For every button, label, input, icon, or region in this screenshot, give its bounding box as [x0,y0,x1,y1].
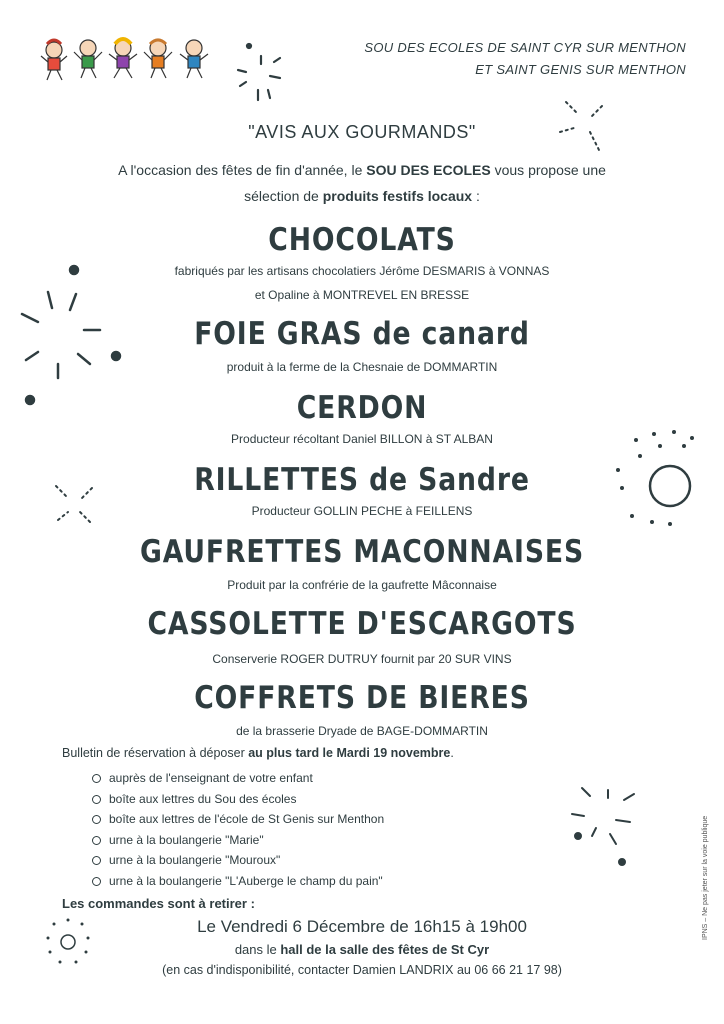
intro-line-1 [0,162,724,178]
contact-info: (en cas d'indisponibilité, contacter Damien LANDRIX au 06 66 21 17 98) [162,963,562,977]
product-description: et Opaline à MONTREVEL EN BRESSE [254,288,470,302]
bullet-icon [92,774,101,783]
product-description: Conserverie ROGER DUTRUY fournit par 20 SUR VINS [212,652,512,666]
pickup-location-hall: hall de la salle des fêtes de St Cyr [280,942,490,957]
list-item-label: urne à la boulangerie "Marie" [109,832,264,847]
product-description: produit à la ferme de la Chesnaie de DOMMARTIN [226,360,498,374]
reservation-deadline [62,746,454,760]
pickup-date: Le Vendredi 6 Décembre de 16h15 à 19h00 [197,917,527,936]
product-description: de la brasserie Dryade de BAGE-DOMMARTIN [236,724,488,738]
intro-text: sélection de [244,188,323,204]
product-name: GAUFRETTES MACONNAISES [139,534,585,570]
bullet-icon [92,815,101,824]
product-name: FOIE GRAS de canard [194,316,530,352]
list-item [92,871,384,892]
drop-off-list [92,768,384,891]
intro-sou: SOU DES ECOLES [366,162,491,178]
product-name: RILLETTES de Sandre [194,462,530,498]
intro-line-2 [0,188,724,204]
list-item [92,809,384,830]
list-item-label: urne à la boulangerie "Mouroux" [109,853,281,867]
firework-burst-icon [226,42,296,112]
product-description: Produit par la confrérie de la gaufrette Mâconnaise [227,578,497,592]
organizer-line-1: SOU DES ECOLES DE SAINT CYR SUR MENTHON [364,40,686,55]
bulletin-text: Bulletin de réservation à déposer [62,746,249,760]
product-description: Producteur récoltant Daniel BILLON à ST ALBAN [231,432,493,446]
bullet-icon [92,836,101,845]
list-item-label: boîte aux lettres du Sou des écoles [109,791,297,806]
list-item [92,789,384,810]
bullet-icon [92,877,101,886]
product-name: COFFRETS DE BIERES [194,680,530,716]
organizer-line-2: ET SAINT GENIS SUR MENTHON [475,62,686,77]
product-name: CASSOLETTE D'ESCARGOTS [147,606,577,642]
list-item [92,768,384,789]
product-description: fabriqués par les artisans chocolatiers Jérôme DESMARIS à VONNAS [174,264,550,278]
list-item-label: auprès de l'enseignant de votre enfant [109,771,313,785]
intro-text: : [472,188,480,204]
product-name: CHOCOLATS [268,222,456,258]
product-description: Producteur GOLLIN PECHE à FEILLENS [251,504,473,518]
pickup-heading: Les commandes sont à retirer : [62,896,255,911]
intro-text: vous propose une [490,162,606,178]
product-name: CERDON [296,390,428,426]
list-item-label: boîte aux lettres de l'école de St Genis sur Menthon [109,812,385,826]
page-title: "AVIS AUX GOURMANDS" [248,122,476,142]
ipns-note: IPNS – Ne pas jeter sur la voie publique [702,815,709,940]
bulletin-deadline: au plus tard le Mardi 19 novembre [248,746,451,760]
list-item [92,830,384,851]
bulletin-text: . [450,746,454,760]
bullet-icon [92,795,101,804]
intro-produits: produits festifs locaux [322,188,473,204]
list-item-label: urne à la boulangerie "L'Auberge le champ du pain" [109,873,383,888]
bullet-icon [92,856,101,865]
intro-text: A l'occasion des fêtes de fin d'année, le [118,162,367,178]
pickup-location-text: dans le [234,942,281,957]
firework-burst-icon [568,784,644,866]
list-item [92,850,384,871]
pickup-location [0,942,724,957]
children-jumping-logo [40,36,215,88]
